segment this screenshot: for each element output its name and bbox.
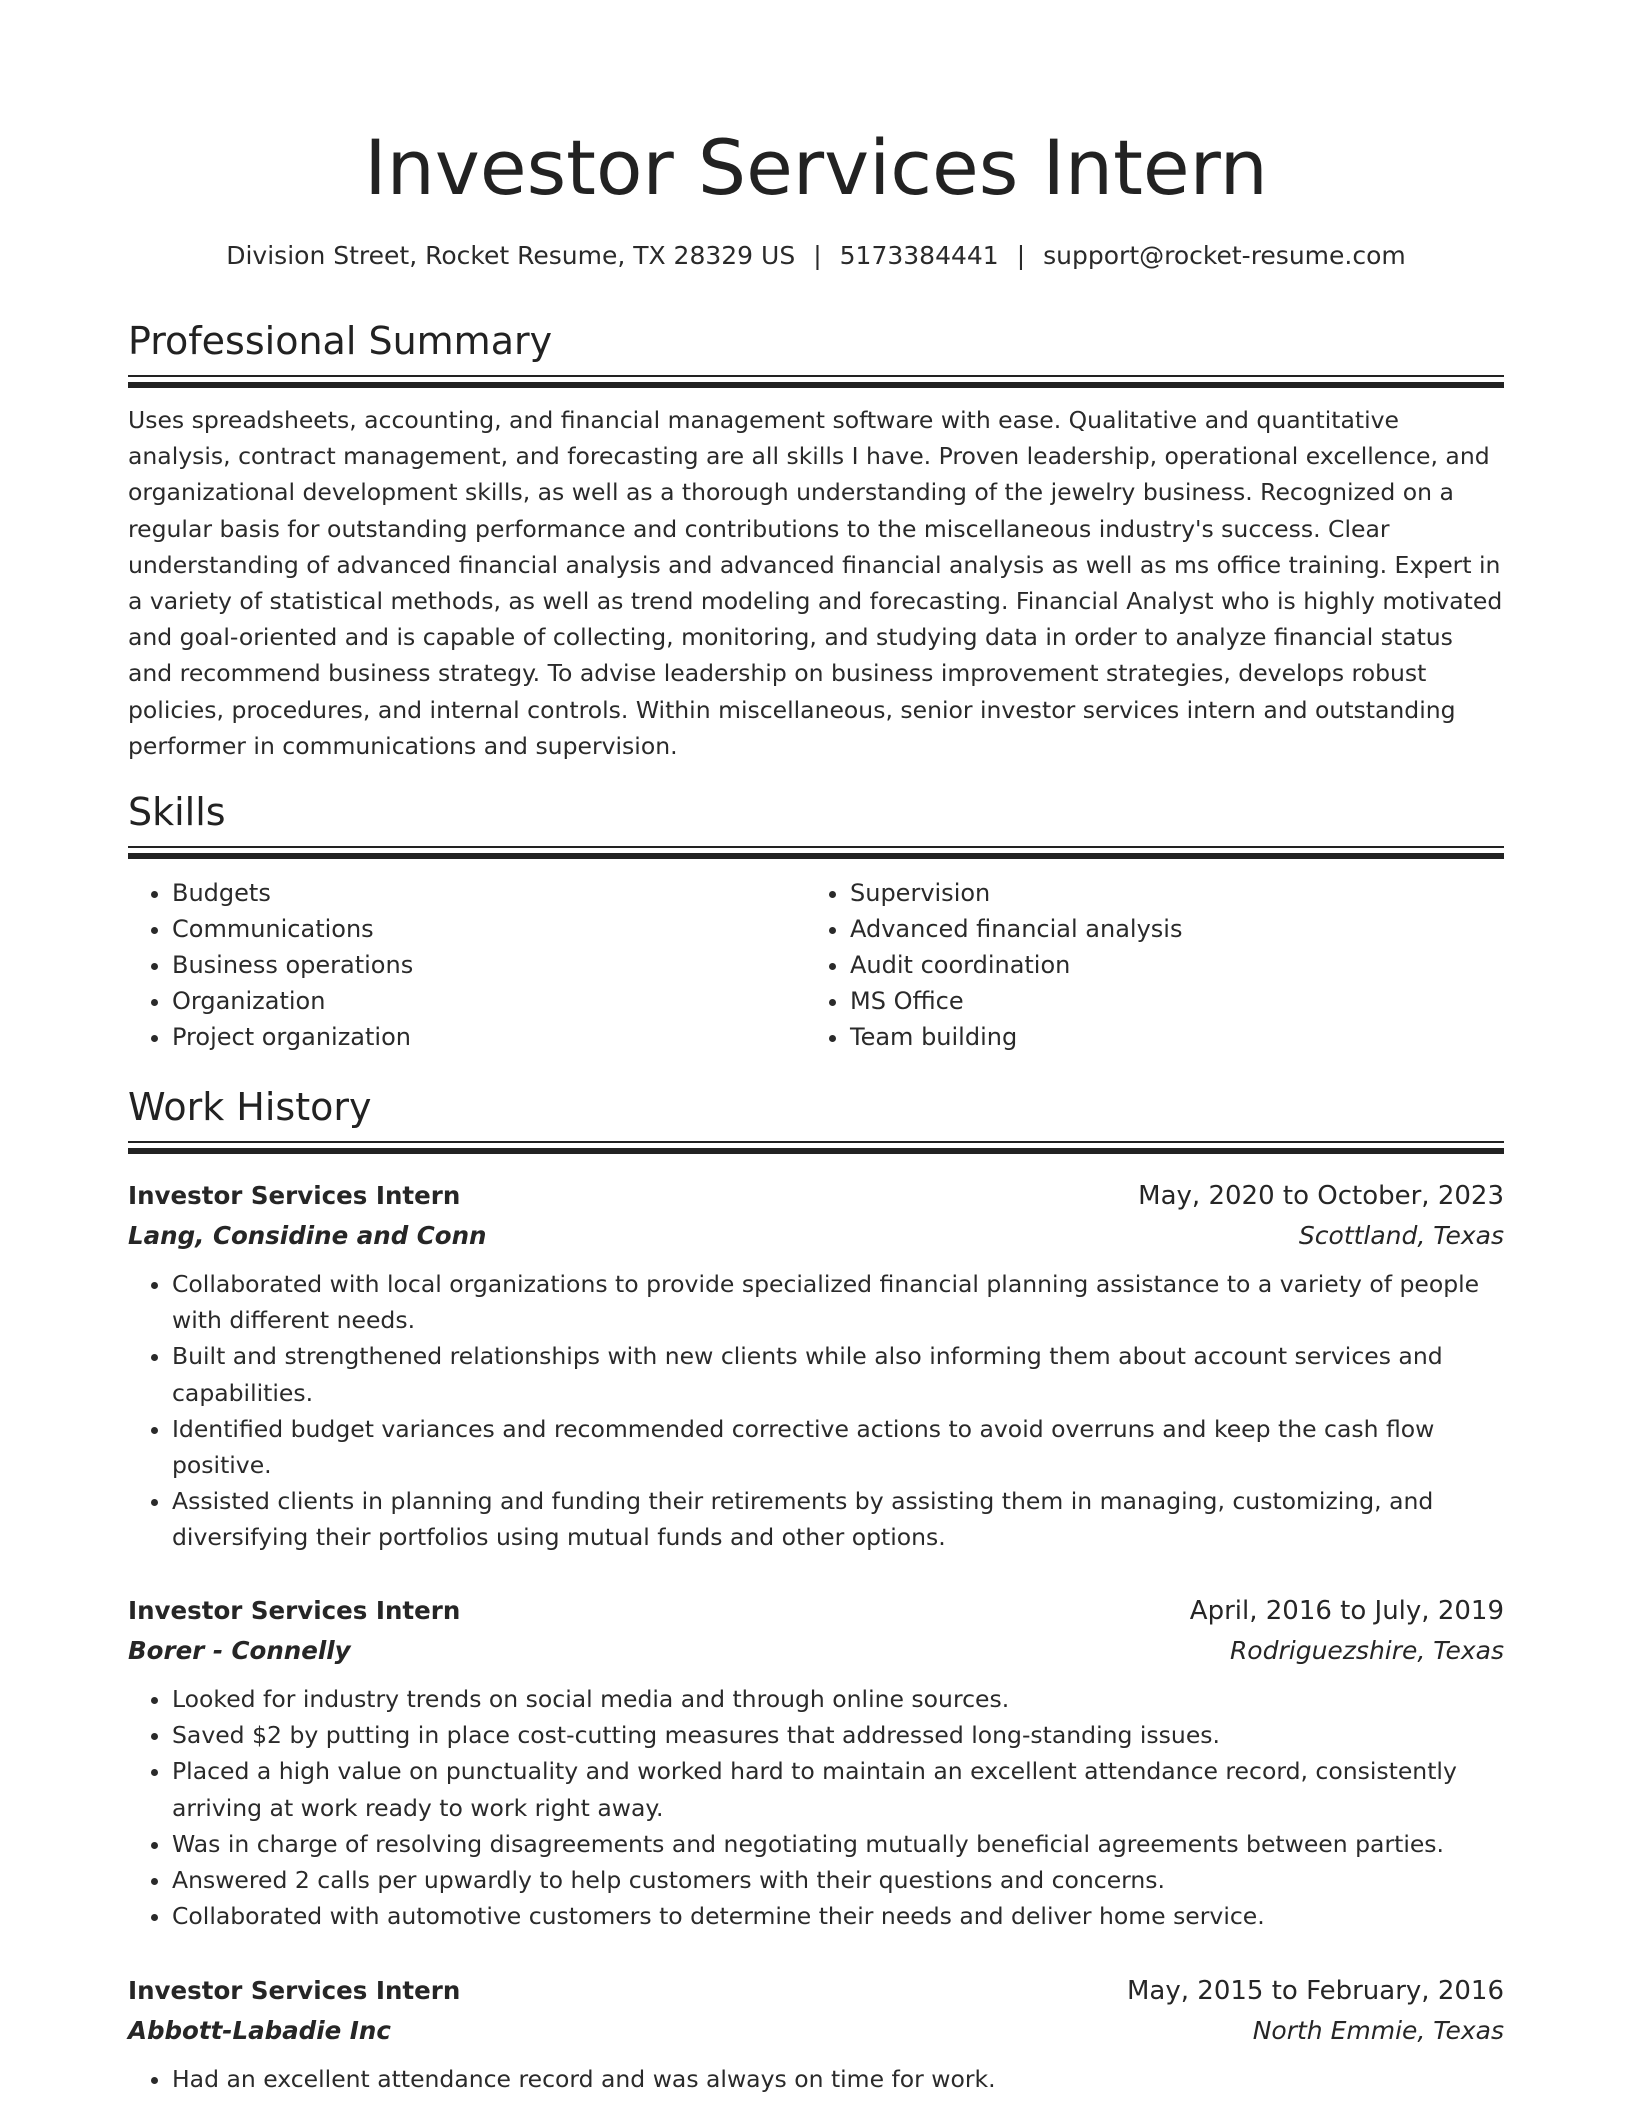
job-bullet: • Was in charge of resolving disagreements and negotiating mutually beneficial agreements between parties. — [172, 1826, 1504, 1862]
job-bullet: • Identified budget variances and recommended corrective actions to avoid overruns and keep the cash flow positive. — [172, 1411, 1504, 1483]
job-company: Abbott-Labadie Inc — [128, 2016, 391, 2045]
skill-item: • Budgets — [172, 875, 792, 911]
contact-line — [128, 238, 1504, 274]
skill-item: • Project organization — [172, 1019, 792, 1055]
contact-address: Division Street, Rocket Resume, TX 28329 US — [226, 241, 796, 270]
job-dates: May, 2020 to October, 2023 — [1138, 1181, 1504, 1211]
job-bullet: • Saved $2 by putting in place cost-cutting measures that addressed long-standing issues. — [172, 1717, 1504, 1753]
skill-item: • Communications — [172, 911, 792, 947]
job-company: Borer - Connelly — [128, 1636, 351, 1665]
section-heading-skills: Skills — [128, 790, 226, 834]
skill-item: • MS Office — [850, 983, 1500, 1019]
job-entry — [128, 1591, 1504, 1934]
skill-item: • Advanced financial analysis — [850, 911, 1500, 947]
skill-item: • Team building — [850, 1019, 1500, 1055]
skills-list-left — [128, 875, 792, 1055]
skill-item: • Audit coordination — [850, 947, 1500, 983]
job-dates: April, 2016 to July, 2019 — [1189, 1596, 1504, 1626]
section-heading-summary: Professional Summary — [128, 319, 553, 363]
job-title: Investor Services Intern — [128, 1976, 461, 2005]
contact-separator: | — [1016, 241, 1026, 270]
contact-phone[interactable]: 5173384441 — [839, 241, 999, 270]
section-divider — [128, 846, 1504, 859]
job-bullet: • Built and strengthened relationships with new clients while also informing them about account services and capabilities. — [172, 1338, 1504, 1410]
job-entry — [128, 1971, 1504, 2097]
section-heading-work-history: Work History — [128, 1085, 372, 1129]
section-divider — [128, 1141, 1504, 1154]
resume-title: Investor Services Intern — [364, 123, 1268, 212]
contact-email[interactable]: support@rocket-resume.com — [1043, 241, 1406, 270]
job-bullet: • Looked for industry trends on social media and through online sources. — [172, 1681, 1504, 1717]
job-location: Rodriguezshire, Texas — [1229, 1636, 1504, 1665]
job-location: Scottland, Texas — [1298, 1221, 1504, 1250]
job-location: North Emmie, Texas — [1252, 2016, 1504, 2045]
skill-item: • Supervision — [850, 875, 1500, 911]
job-bullet: • Collaborated with automotive customers to determine their needs and deliver home service. — [172, 1898, 1504, 1934]
job-bullet: • Answered 2 calls per upwardly to help customers with their questions and concerns. — [172, 1862, 1504, 1898]
job-bullets — [128, 1681, 1504, 1934]
job-bullets — [128, 2061, 1504, 2097]
job-bullet: • Had an excellent attendance record and was always on time for work. — [172, 2061, 1504, 2097]
job-bullet: • Assisted clients in planning and funding their retirements by assisting them in managing, customizing, and diversifying their portfolios using mutual funds and other options. — [172, 1483, 1504, 1555]
job-company: Lang, Considine and Conn — [128, 1221, 487, 1250]
job-entry — [128, 1176, 1504, 1556]
job-bullet: • Placed a high value on punctuality and worked hard to maintain an excellent attendance record, consistently arriving at work ready to work right away. — [172, 1753, 1504, 1825]
job-dates: May, 2015 to February, 2016 — [1127, 1976, 1504, 2006]
job-title: Investor Services Intern — [128, 1596, 461, 1625]
contact-separator: | — [813, 241, 822, 270]
job-title: Investor Services Intern — [128, 1181, 461, 1210]
section-divider — [128, 375, 1504, 388]
job-bullets — [128, 1266, 1504, 1556]
skill-item: • Organization — [172, 983, 792, 1019]
skills-list-right — [806, 875, 1500, 1055]
skill-item: • Business operations — [172, 947, 792, 983]
job-bullet: • Collaborated with local organizations to provide specialized financial planning assistance to a variety of people with different needs. — [172, 1266, 1504, 1338]
summary-text: Uses spreadsheets, accounting, and financial management software with ease. Qualitative and quantitative analysis, contract management, and forecasting are all skills I have. Proven leadership, operational excellence, and organizational development skills, as well as a thorough understanding of the jewelry business. Recognized on a regular basis for outstanding performance and contributions to the miscellaneous industry's success. Clear understanding of advanced financial analysis and advanced financial analysis as well as ms office training. Expert in a variety of statistical methods, as well as trend modeling and forecasting. Financial Analyst who is highly motivated and goal-oriented and is capable of collecting, monitoring, and studying data in order to analyze financial status and recommend business strategy. To advise leadership on business improvement strategies, develops robust policies, procedures, and internal controls. Within miscellaneous, senior investor services intern and outstanding performer in communications and supervision. — [128, 406, 1503, 760]
